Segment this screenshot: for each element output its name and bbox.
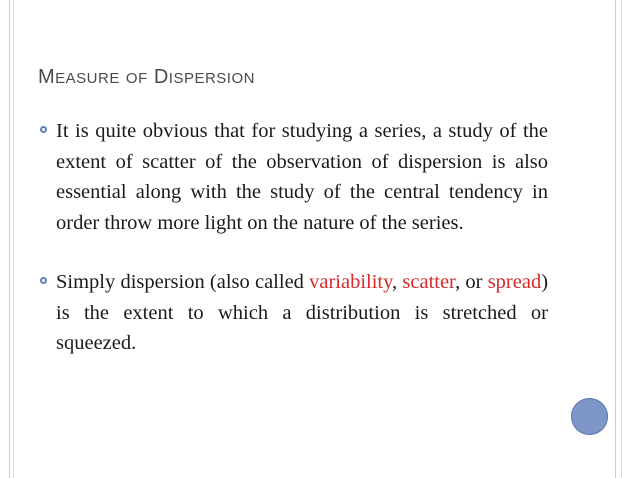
bullet-item-2: [40, 267, 548, 359]
frame-line-right-inner: [615, 0, 616, 478]
title-cap-m: M: [38, 66, 56, 88]
slide-title: [38, 66, 255, 89]
frame-line-left-inner: [13, 0, 14, 478]
bullet-circle-icon: [40, 277, 47, 284]
frame-line-right-outer: [621, 0, 622, 478]
title-word-of: OF: [125, 70, 148, 87]
separator-1: ,: [392, 271, 403, 293]
bullet-list: [40, 116, 548, 359]
bullet-text-1: It is quite obvious that for studying a series, a study of the extent of scatter of the observation of dispersion is also essential along with the study of the central tendency in order throw more light on the nature of the series.: [56, 120, 548, 234]
frame-line-left-outer: [9, 0, 10, 478]
term-spread: spread: [487, 271, 542, 293]
term-variability: variability: [309, 271, 393, 293]
bullet-circle-icon: [40, 126, 47, 133]
title-rest-dispersion: ISPERSION: [168, 70, 255, 87]
corner-circle-decoration: [571, 398, 608, 435]
title-rest-measure: EASURE: [55, 70, 120, 87]
term-scatter: scatter: [402, 271, 456, 293]
separator-2: , or: [455, 271, 488, 293]
bullet-item-1: [40, 116, 548, 238]
bullet-text-2-before: Simply dispersion (also called: [56, 271, 310, 293]
bullet-text-2-after: ) is the extent to which a distribution is stretched or squeezed.: [56, 271, 549, 354]
title-cap-d: D: [153, 66, 169, 88]
